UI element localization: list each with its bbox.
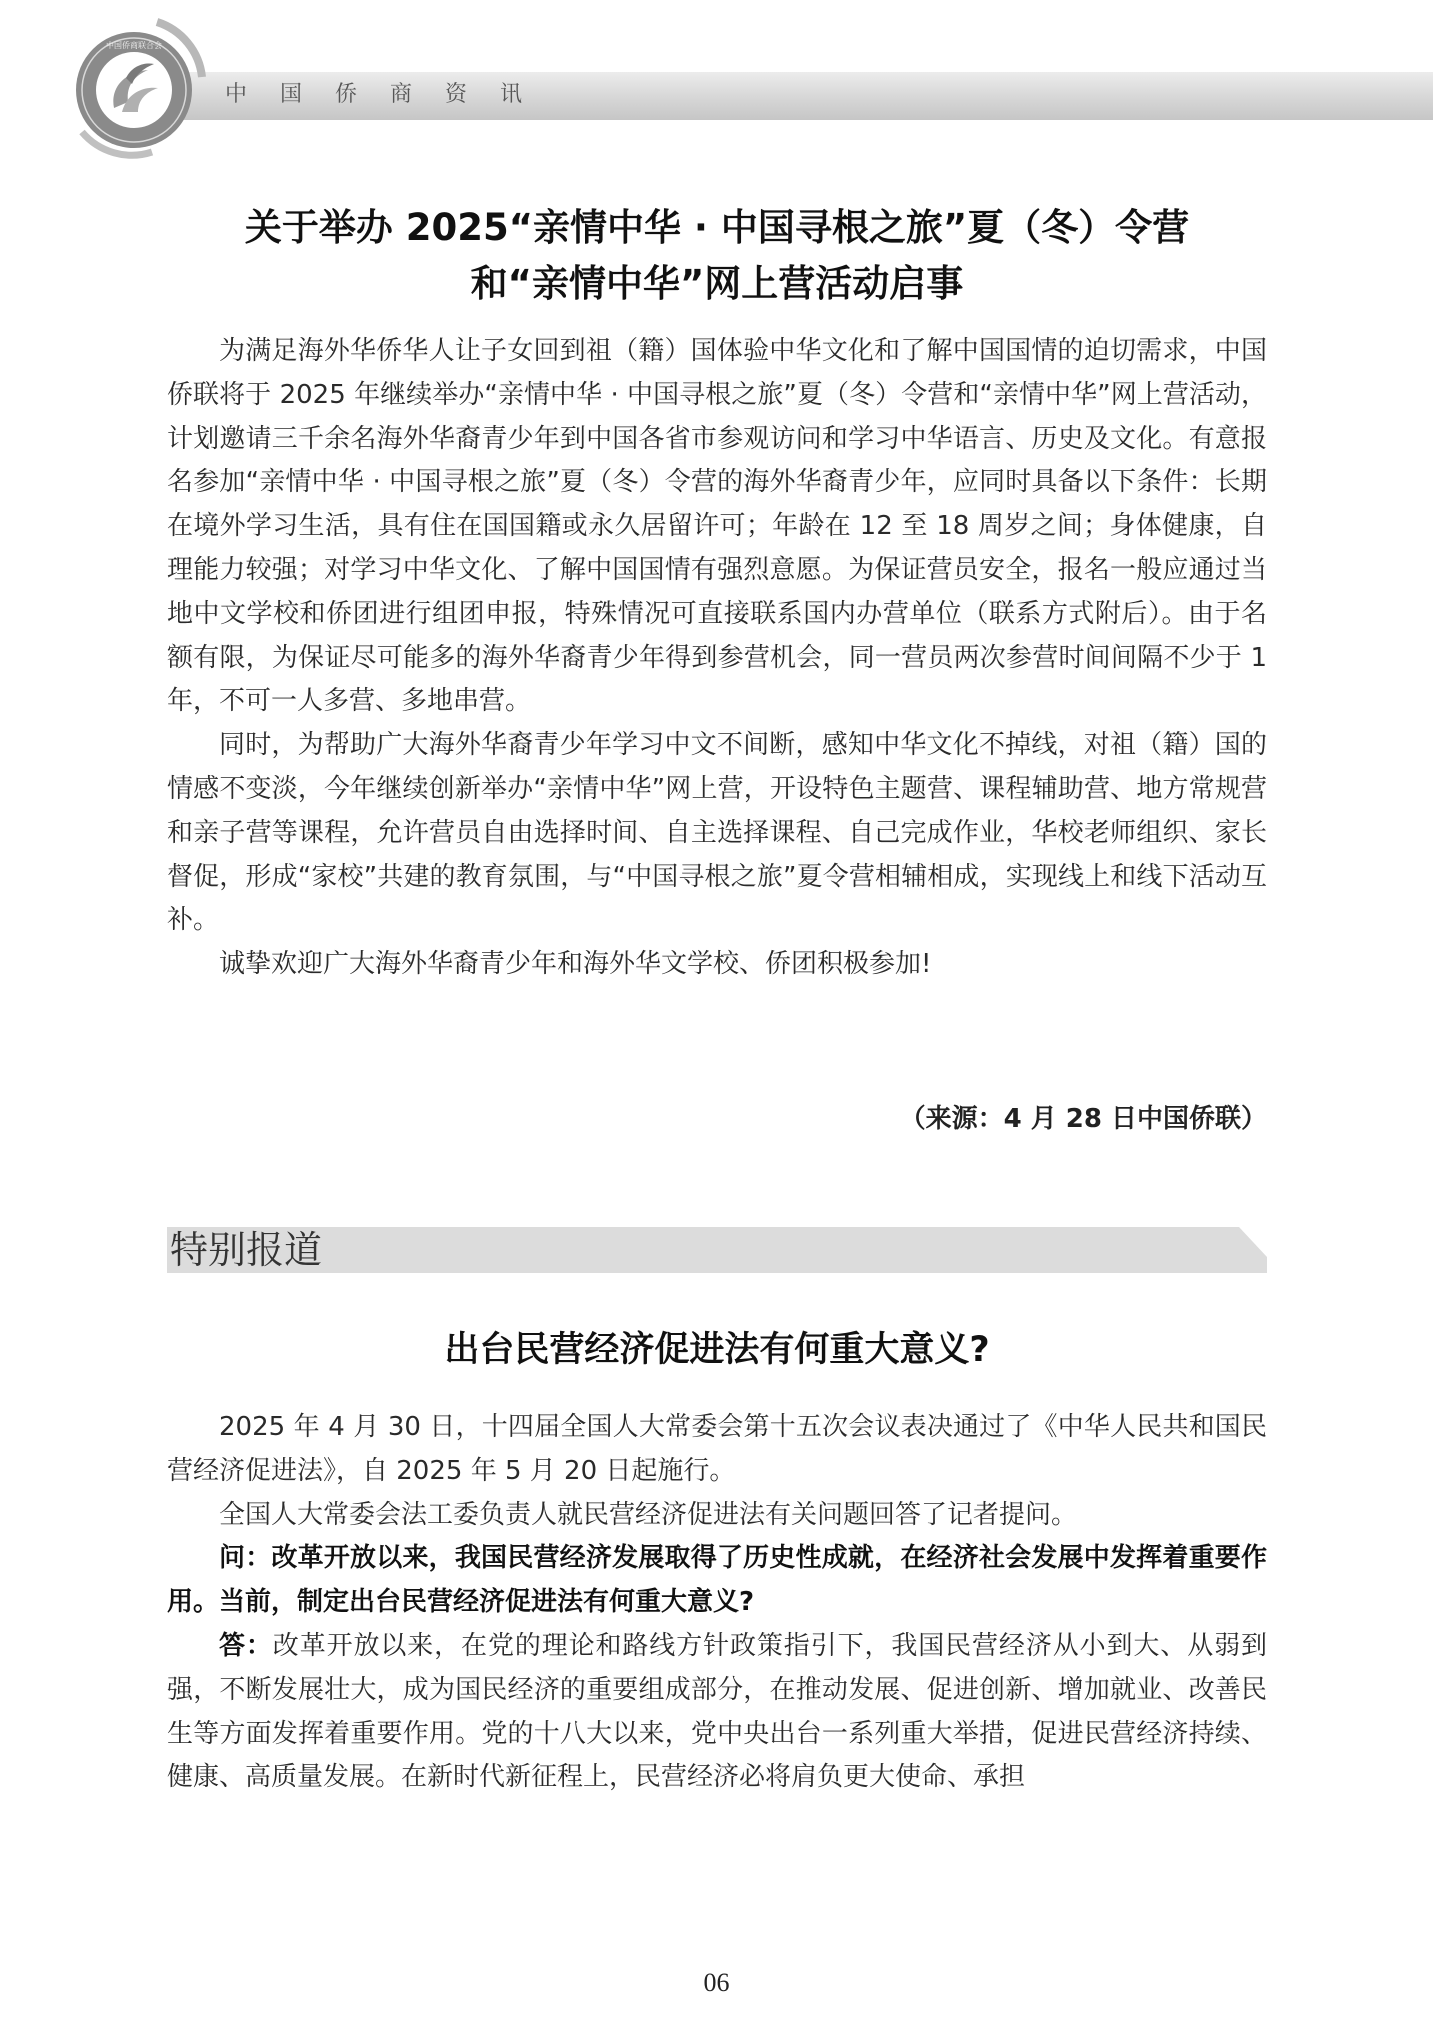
article2-body xyxy=(167,1406,1267,1800)
magazine-name: 中国侨商资讯 xyxy=(225,82,556,107)
page-number: 06 xyxy=(703,1968,730,1997)
article1-source: （来源：4 月 28 日中国侨联） xyxy=(899,1104,1267,1134)
svg-text:中国侨商联合会: 中国侨商联合会 xyxy=(106,41,162,50)
section-label: 特别报道 xyxy=(170,1228,323,1272)
article1-paragraph-3: 诚挚欢迎广大海外华裔青少年和海外华文学校、侨团积极参加! xyxy=(219,949,932,980)
article2-paragraph-1: 2025 年 4 月 30 日，十四届全国人大常委会第十五次会议表决通过了《中华人民共和国民营经济促进法》，自 2025 年 5 月 20 日起施行。 xyxy=(167,1412,1267,1486)
organization-logo xyxy=(62,12,212,162)
article2-answer xyxy=(167,1625,1267,1800)
article2-title: 出台民营经济促进法有何重大意义? xyxy=(444,1330,990,1370)
question-text: 改革开放以来，我国民营经济发展取得了历史性成就，在经济社会发展中发挥着重要作用。当前，制定出台民营经济促进法有何重大意义? xyxy=(167,1543,1267,1618)
article-title-line2: 和“亲情中华”网上营活动启事 xyxy=(470,262,964,305)
question-label: 问： xyxy=(219,1543,272,1574)
section-bar xyxy=(167,1227,1267,1273)
article2-paragraph-2: 全国人大常委会法工委负责人就民营经济促进法有关问题回答了记者提问。 xyxy=(219,1499,1078,1530)
article2-question xyxy=(167,1537,1267,1625)
article1-paragraph-1: 为满足海外华侨华人让子女回到祖（籍）国体验中华文化和了解中国国情的迫切需求，中国侨联将于 2025 年继续举办“亲情中华 · 中国寻根之旅”夏（冬）令营和“亲情中华”网上营活动，计划邀请三千余名海外华裔青少年到中国各省市参观访问和学习中华语言、历史及文化。有意报名参加“亲情中华 · 中国寻根之旅”夏（冬）令营的海外华裔青少年，应同时具备以下条件：长期在境外学习生活，具有住在国国籍或永久居留许可；年龄在 12 至 18 周岁之间；身体健康，自理能力较强；对学习中华文化、了解中国国情有强烈意愿。为保证营员安全，报名一般应通过当地中文学校和侨团进行组团申报，特殊情况可直接联系国内办营单位（联系方式附后）。由于名额有限，为保证尽可能多的海外华裔青少年得到参营机会，同一营员两次参营时间间隔不少于 1 年，不可一人多营、多地串营。 xyxy=(167,336,1267,717)
answer-text: 改革开放以来，在党的理论和路线方针政策指引下，我国民营经济从小到大、从弱到强，不断发展壮大，成为国民经济的重要组成部分，在推动发展、促进创新、增加就业、改善民生等方面发挥着重要作用。党的十八大以来，党中央出台一系列重大举措，促进民营经济持续、健康、高质量发展。在新时代新征程上，民营经济必将肩负更大使命、承担 xyxy=(167,1630,1267,1793)
article-title-line1: 关于举办 2025“亲情中华 · 中国寻根之旅”夏（冬）令营 xyxy=(244,206,1190,249)
article1-paragraph-2: 同时，为帮助广大海外华裔青少年学习中文不间断，感知中华文化不掉线，对祖（籍）国的情感不变淡，今年继续创新举办“亲情中华”网上营，开设特色主题营、课程辅助营、地方常规营和亲子营等课程，允许营员自由选择时间、自主选择课程、自己完成作业，华校老师组织、家长督促，形成“家校”共建的教育氛围，与“中国寻根之旅”夏令营相辅相成，实现线上和线下活动互补。 xyxy=(167,730,1267,936)
answer-label: 答： xyxy=(219,1630,273,1661)
article1-body xyxy=(167,330,1267,987)
